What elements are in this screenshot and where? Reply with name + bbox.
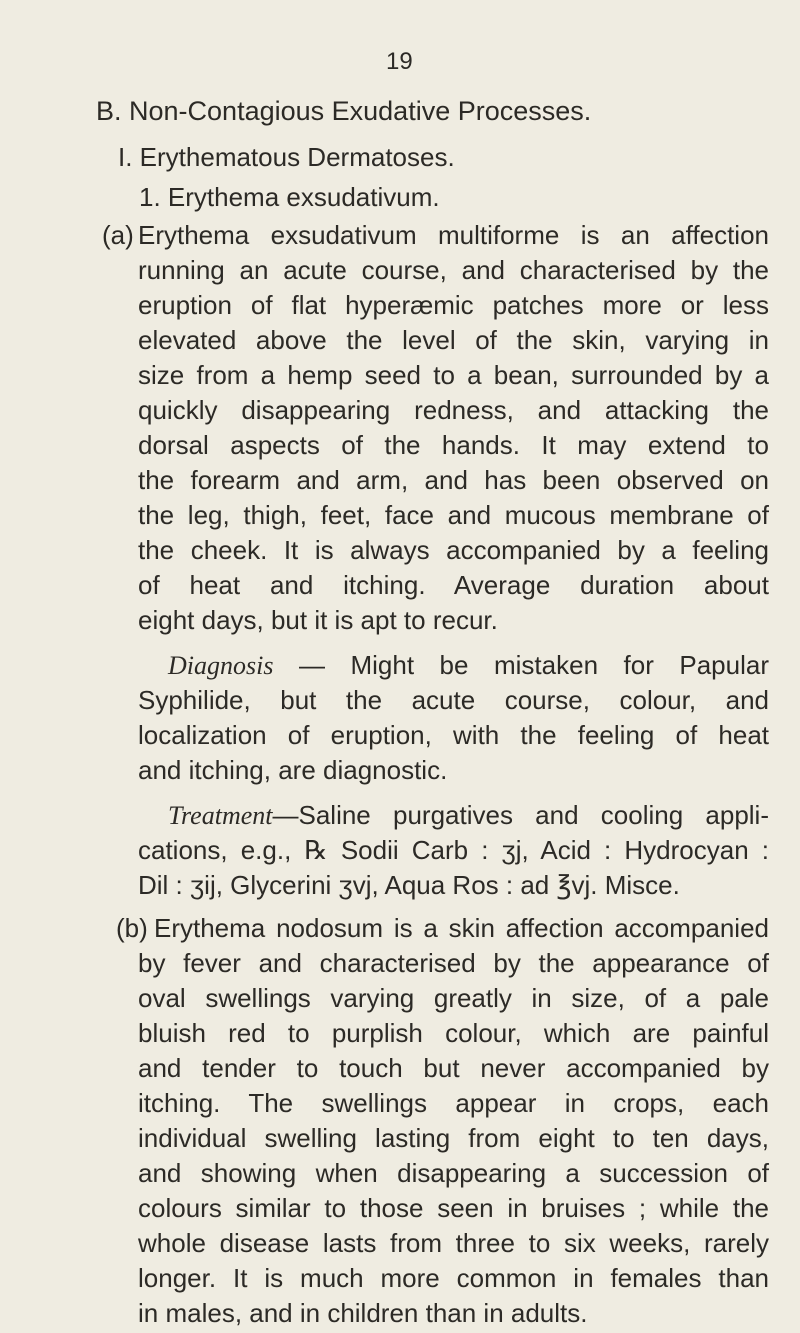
section-heading-b: B. Non-Contagious Exudative Processes. [96, 96, 592, 126]
treatment-line: cations, e.g., ℞ Sodii Carb : ʒj, Acid : Hydrocyan : [138, 835, 769, 865]
para-a-line: Erythema exsudativum multiforme is an affection [138, 220, 769, 250]
para-a-line: quickly disappearing redness, and attacking the [138, 395, 769, 425]
para-a-line: of heat and itching. Average duration about [138, 570, 769, 600]
diagnosis-label: Diagnosis [168, 651, 274, 680]
para-a-line: size from a hemp seed to a bean, surrounded by a [138, 360, 769, 390]
para-b-line: colours similar to those seen in bruises ; while the [138, 1193, 769, 1223]
diagnosis-first-line [168, 650, 769, 681]
para-b-line: and showing when disappearing a succession of [138, 1158, 769, 1188]
para-a-line: eruption of flat hyperæmic patches more or less [138, 290, 769, 320]
section-heading-i: I. Erythematous Dermatoses. [118, 142, 455, 172]
para-b-line: Erythema nodosum is a skin affection accompanied [154, 913, 769, 943]
para-b-line: individual swelling lasting from eight to ten days, [138, 1123, 769, 1153]
para-a-marker: (a) [102, 220, 134, 250]
para-a-line: running an acute course, and characterised by the [138, 255, 769, 285]
page-number: 19 [386, 48, 413, 75]
para-b-marker: (b) [116, 913, 148, 943]
para-b-line: whole disease lasts from three to six weeks, rarely [138, 1228, 769, 1258]
para-a-line: elevated above the level of the skin, varying in [138, 325, 769, 355]
para-a-line: dorsal aspects of the hands. It may extend to [138, 430, 769, 460]
treatment-line: Dil : ʒij, Glycerini ʒvj, Aqua Ros : ad ℥vj. Misce. [138, 870, 680, 900]
treatment-first-line [168, 800, 769, 831]
treatment-text: —Saline purgatives and cooling appli- [272, 800, 769, 830]
para-b-line: longer. It is much more common in females than [138, 1263, 769, 1293]
para-a-line: eight days, but it is apt to recur. [138, 605, 498, 635]
diagnosis-line: and itching, are diagnostic. [138, 755, 448, 785]
diagnosis-line: localization of eruption, with the feeling of heat [138, 720, 769, 750]
para-b-line: by fever and characterised by the appearance of [138, 948, 769, 978]
treatment-label: Treatment [168, 801, 273, 830]
para-b-line: oval swellings varying greatly in size, of a pale [138, 983, 769, 1013]
para-a-line: the cheek. It is always accompanied by a feeling [138, 535, 769, 565]
diagnosis-text: — Might be mistaken for Papular [273, 650, 769, 680]
para-b-line: itching. The swellings appear in crops, each [138, 1088, 769, 1118]
section-heading-1: 1. Erythema exsudativum. [139, 182, 440, 212]
para-b-line: bluish red to purplish colour, which are painful [138, 1018, 769, 1048]
para-a-line: the forearm and arm, and has been observed on [138, 465, 769, 495]
diagnosis-line: Syphilide, but the acute course, colour, and [138, 685, 769, 715]
para-b-line: and tender to touch but never accompanied by [138, 1053, 769, 1083]
para-b-line: in males, and in children than in adults. [138, 1298, 588, 1328]
para-a-line: the leg, thigh, feet, face and mucous membrane of [138, 500, 769, 530]
